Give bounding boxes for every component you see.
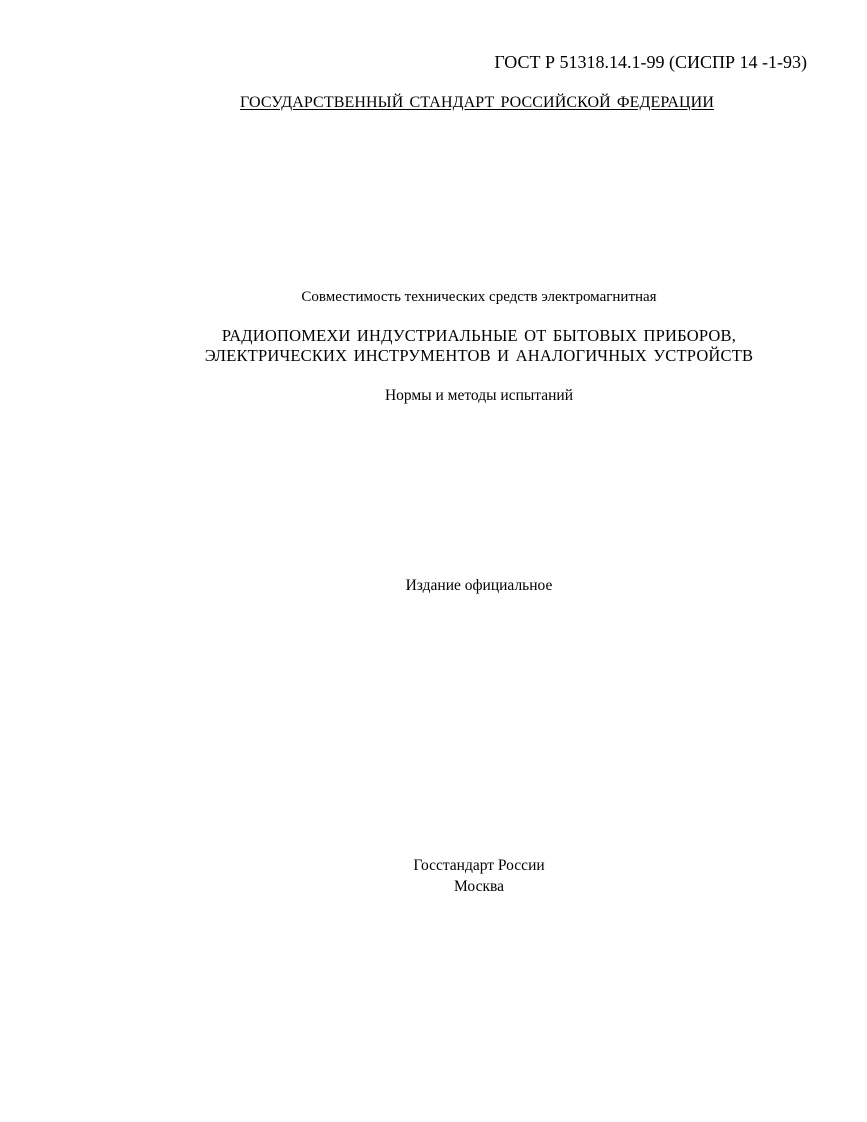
state-standard-heading: ГОСУДАРСТВЕННЫЙ СТАНДАРТ РОССИЙСКОЙ ФЕДЕРАЦИИ [240, 94, 714, 111]
document-title-line-2: ЭЛЕКТРИЧЕСКИХ ИНСТРУМЕНТОВ И АНАЛОГИЧНЫХ УСТРОЙСТВ [204, 346, 754, 365]
official-edition: Издание официальное [405, 577, 553, 594]
document-subtitle: Совместимость технических средств электромагнитная [301, 289, 657, 305]
norms-and-methods: Нормы и методы испытаний [384, 387, 574, 404]
document-title-line-1: РАДИОПОМЕХИ ИНДУСТРИАЛЬНЫЕ ОТ БЫТОВЫХ ПРИБОРОВ, [221, 326, 737, 345]
publisher-name: Госстандарт России [413, 857, 545, 874]
gost-code: ГОСТ Р 51318.14.1-99 (СИСПР 14 -1-93) [494, 52, 807, 72]
publication-city: Москва [454, 878, 504, 895]
